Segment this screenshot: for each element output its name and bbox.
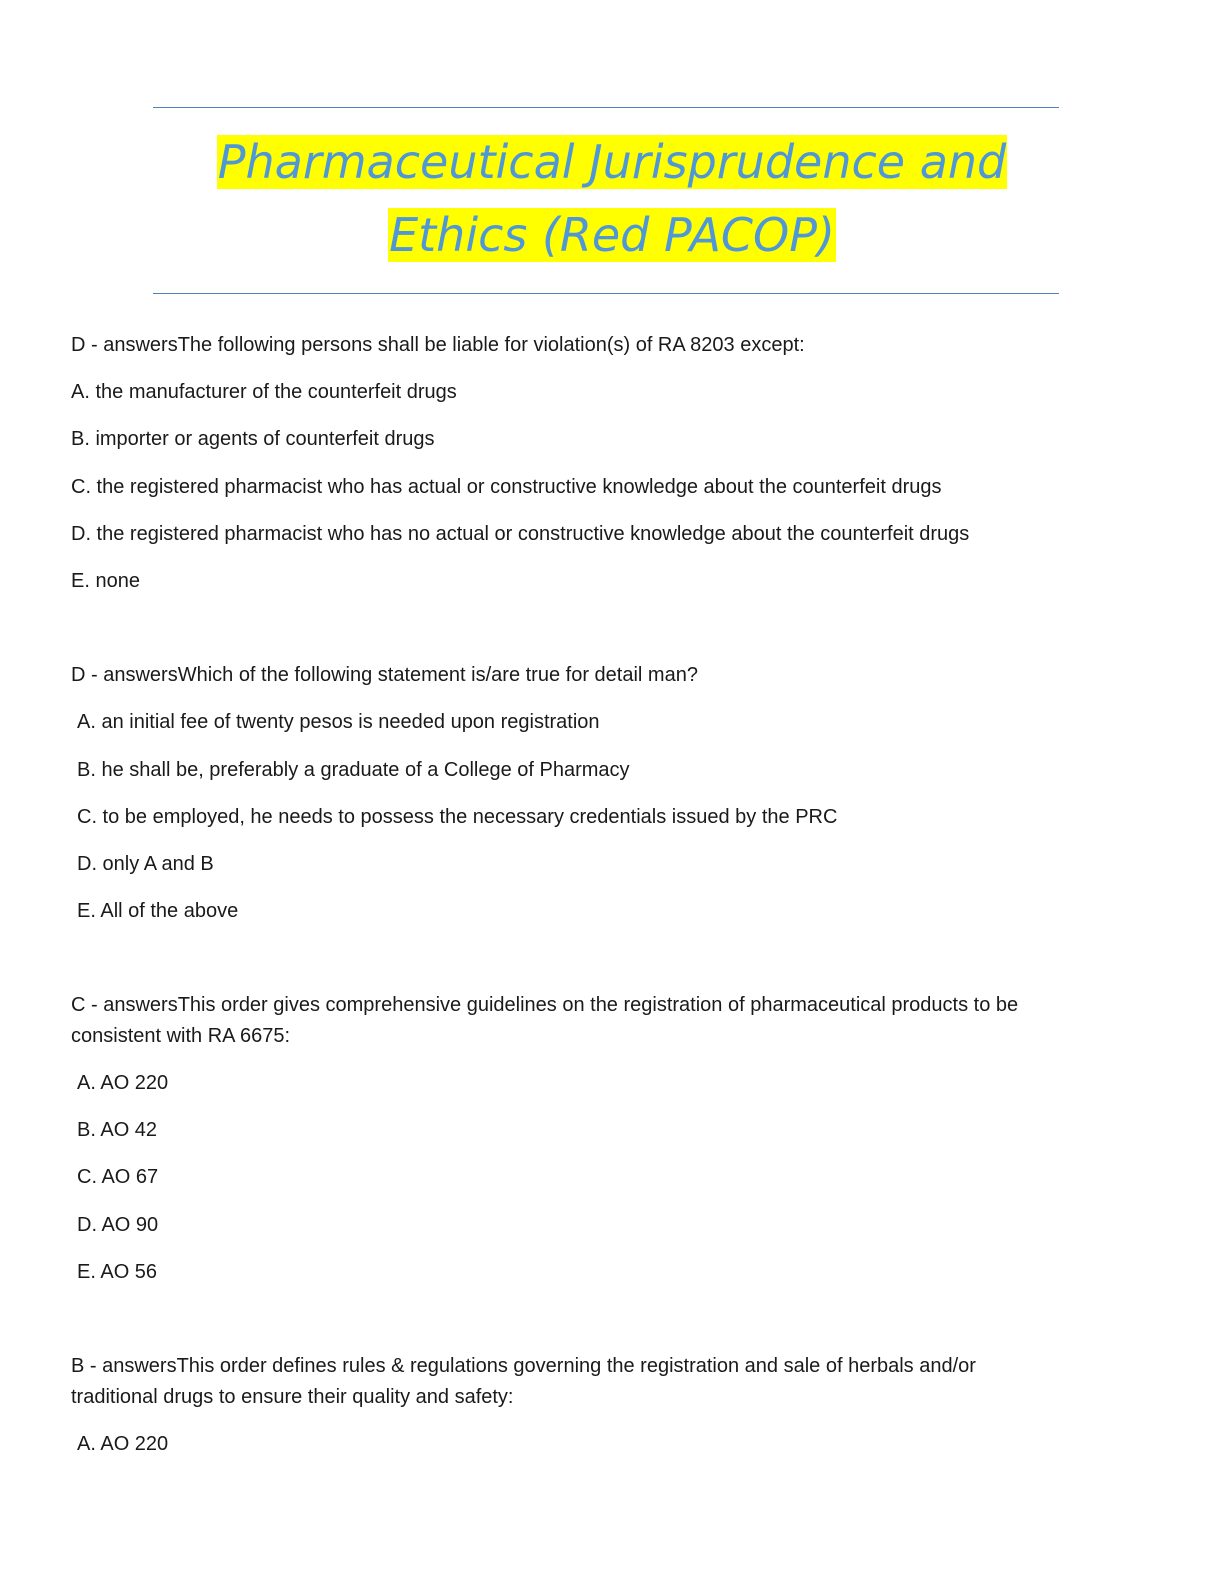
answer-option: A. AO 220 [77, 1433, 169, 1455]
question-3 [71, 990, 1161, 1288]
question-stem: D - answersWhich of the following statement is/are true for detail man? [71, 664, 698, 686]
answer-option: D. the registered pharmacist who has no actual or constructive knowledge about the counterfeit drugs [71, 523, 970, 545]
answer-option: A. AO 220 [77, 1072, 169, 1094]
answer-option: A. the manufacturer of the counterfeit drugs [71, 381, 457, 403]
answer-option: D. only A and B [77, 853, 214, 875]
answer-option: C. AO 67 [77, 1166, 159, 1188]
answer-option: E. All of the above [77, 900, 239, 922]
answer-option: B. AO 42 [77, 1119, 158, 1141]
answer-option: A. an initial fee of twenty pesos is needed upon registration [77, 711, 600, 733]
answer-option: B. he shall be, preferably a graduate of a College of Pharmacy [77, 759, 630, 781]
question-stem: D - answersThe following persons shall be liable for violation(s) of RA 8203 except: [71, 334, 805, 356]
title-top-rule [153, 107, 1059, 108]
answer-option: B. importer or agents of counterfeit drugs [71, 428, 435, 450]
title-line-2: Ethics (Red PACOP) [389, 208, 835, 262]
question-stem-line-2: traditional drugs to ensure their quality and safety: [71, 1386, 514, 1408]
answer-option: D. AO 90 [77, 1214, 159, 1236]
question-stem-line-2: consistent with RA 6675: [71, 1025, 291, 1047]
answer-option: C. to be employed, he needs to possess the necessary credentials issued by the PRC [77, 806, 838, 828]
answer-option: E. none [71, 570, 140, 592]
question-2 [71, 660, 1161, 927]
question-1 [71, 330, 1161, 597]
answer-option: E. AO 56 [77, 1261, 158, 1283]
title-line-1: Pharmaceutical Jurisprudence and [217, 135, 1007, 189]
document-title [0, 126, 1224, 272]
answer-option: C. the registered pharmacist who has actual or constructive knowledge about the counterfeit drugs [71, 476, 942, 498]
question-stem-line-1: B - answersThis order defines rules & regulations governing the registration and sale of herbals and/or [71, 1355, 976, 1377]
question-4 [71, 1351, 1161, 1460]
title-bottom-rule [153, 293, 1059, 294]
question-stem-line-1: C - answersThis order gives comprehensive guidelines on the registration of pharmaceutical products to be [71, 994, 1019, 1016]
